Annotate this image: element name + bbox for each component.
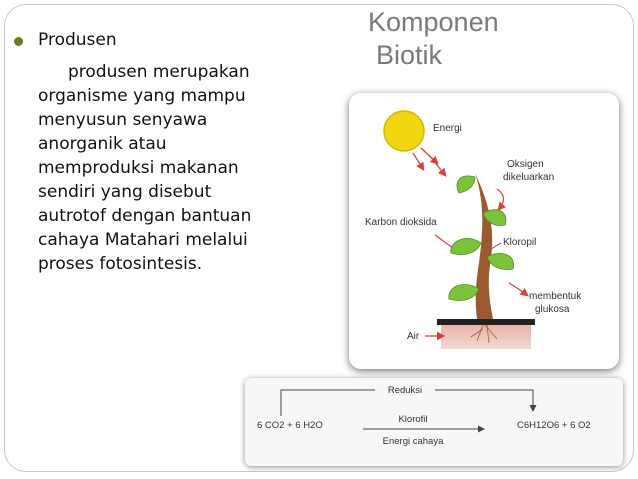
slide-title	[368, 6, 499, 72]
label-air: Air	[407, 331, 420, 342]
label-glukosa-1: membentuk	[529, 291, 582, 302]
label-energi-cahaya: Energi cahaya	[382, 436, 444, 447]
leaf	[451, 238, 481, 254]
equation-diagram	[245, 378, 623, 466]
body-line: proses fotosintesis.	[38, 254, 203, 274]
plant-illustration	[349, 93, 619, 369]
photosynthesis-equation	[245, 378, 623, 466]
oxygen-arrow	[497, 189, 504, 209]
light-ray	[429, 155, 445, 175]
bullet-heading-text: Produsen	[38, 30, 117, 50]
title-line-2: Biotik	[376, 40, 443, 70]
body-line: cahaya Matahari melalui	[38, 230, 248, 250]
body-line: memproduksi makanan	[38, 158, 239, 178]
body-paragraph	[38, 60, 300, 276]
bullet-heading	[16, 30, 117, 50]
equation-reactants: 6 CO2 + 6 H2O	[257, 420, 323, 431]
label-karbon-dioksida: Karbon dioksida	[365, 217, 437, 228]
body-line: anorganik atau	[38, 134, 167, 154]
label-klorofil: Klorofil	[398, 414, 428, 425]
label-energi: Energi	[433, 123, 462, 134]
light-ray	[413, 153, 423, 169]
body-line: menyusun senyawa	[38, 110, 208, 130]
body-line: produsen merupakan	[68, 62, 250, 82]
label-glukosa-2: glukosa	[535, 304, 570, 315]
photosynthesis-diagram	[349, 93, 619, 369]
chlorophyll-pointer	[491, 243, 501, 249]
label-klorofil: Kloropil	[503, 237, 537, 248]
soil	[441, 325, 531, 349]
leaf	[487, 253, 514, 269]
leaf	[457, 176, 475, 193]
soil-surface	[437, 319, 535, 325]
label-oksigen-2: dikeluarkan	[503, 172, 555, 183]
body-line: organisme yang mampu	[38, 86, 246, 106]
label-oksigen-1: Oksigen	[507, 159, 544, 170]
equation-products: C6H12O6 + 6 O2	[517, 420, 591, 431]
body-line: autrotof dengan bantuan	[38, 206, 252, 226]
label-reduksi: Reduksi	[387, 385, 423, 396]
leaf	[449, 284, 479, 300]
body-line: sendiri yang disebut	[38, 182, 212, 202]
sun-icon	[384, 111, 424, 151]
glucose-arrow	[509, 283, 527, 295]
title-line-1: Komponen	[368, 7, 499, 37]
